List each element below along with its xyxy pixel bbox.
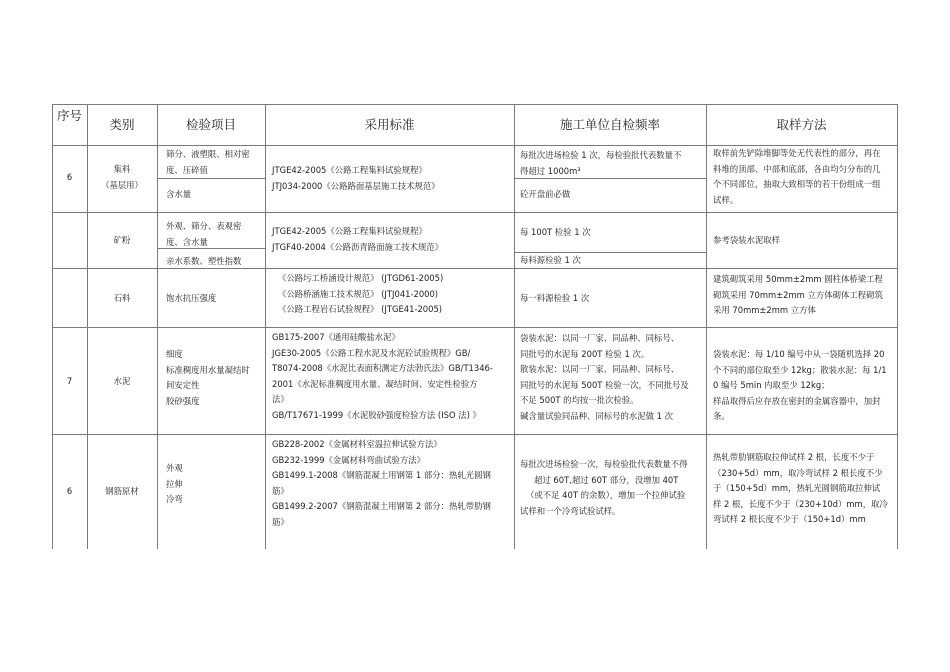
header-method: 取样方法 xyxy=(776,117,827,132)
row-2-items-a: 外观、筛分、表观密 度、含水量 xyxy=(166,221,242,247)
row-4-freq: 袋装水泥：以同一厂家、同品种、同标号、 同批号的水泥每 200T 检验 1 次。 散装水泥：以同一厂家、同品种、同标号、 同批号的水泥每 500T 检验一次，不同批号及 不足 500T 的均按一批次检验。 碱含量试验同品种、同标号的水泥做 1 次 xyxy=(520,333,689,421)
row-3-items: 饱水抗压强度 xyxy=(166,293,217,303)
header-item: 检验项目 xyxy=(185,117,236,132)
row-5-category: 钢筋原材 xyxy=(105,486,139,496)
row-2-freq-b: 每料源检验 1 次 xyxy=(520,255,581,265)
row-4-items: 细度 标准稠度用水量凝结时 间安定性 胶砂强度 xyxy=(166,349,250,406)
sub-divider-aggregate-items xyxy=(157,178,265,179)
row-divider-3 xyxy=(52,327,898,328)
header-category: 类别 xyxy=(109,117,135,132)
row-2-category: 矿粉 xyxy=(113,235,131,245)
row-5-method: 热轧带肋钢筋取拉伸试样 2 根，长度不少于 （230+5d）mm，取冷弯试样 2 根长度不少 于（150+5d）mm，热轧光圆钢筋取拉伸试 样 2 根，长度不少于（230+10d）mm，取冷 弯试样 2 根长度不少于（150+1d）mm xyxy=(713,452,888,524)
row-1-items-a: 筛分、液塑限、相对密 度、压碎值 xyxy=(166,149,250,175)
row-3-category: 石料 xyxy=(113,293,131,303)
row-2-items-b: 亲水系数、塑性指数 xyxy=(166,256,242,266)
table-top-border xyxy=(52,104,898,105)
header-standard: 采用标准 xyxy=(364,117,415,132)
row-3-freq: 每一料源检验 1 次 xyxy=(520,293,590,303)
header-seq: 序号 xyxy=(56,108,82,123)
row-5-items: 外观 拉伸 冷弯 xyxy=(166,463,183,504)
row-5-freq: 每批次进场检验一次，每检验批代表数量不得 超过 60T,超过 60T 部分，没增加 40T （或不足 40T 的余数），增加一个拉伸试验 试样和一个冷弯试验试样。 xyxy=(520,459,688,516)
row-divider-1 xyxy=(52,212,898,213)
col-border-4 xyxy=(514,104,515,549)
row-3-method: 建筑砌筑采用 50mm±2mm 圆柱体桥梁工程 砌筑采用 70mm±2mm 立方体砌体工程砌筑 采用 70mm±2mm 立方体 xyxy=(713,274,883,315)
row-1-freq-a: 每批次进场检验 1 次，每检验批代表数量不 得超过 1000m³ xyxy=(520,150,682,176)
row-1-method: 取样前先铲除堆脚等处无代表性的部分，再在 料堆的顶部、中部和底部，各由均匀分布的几 个不同部位，抽取大致相等的若干份组成一组 试样。 xyxy=(713,148,881,205)
row-1-items-b: 含水量 xyxy=(166,189,192,199)
row-1-freq-b: 砼开盘前必做 xyxy=(520,189,571,199)
row-2-freq-a: 每 100T 检验 1 次 xyxy=(520,227,591,237)
row-5-seq: 6 xyxy=(66,486,73,496)
row-5-standards: GB228-2002《金属材料室温拉伸试验方法》 GB232-1999《金属材料弯曲试验方法》 GB1499.1-2008《钢筋混凝土用钢第 1 部分：热轧光圆钢 筋》 GB1499.2-2007《钢筋混凝土用钢第 2 部分：热轧带肋钢 筋》 xyxy=(272,439,491,527)
row-1-category: 集料 （基层用） xyxy=(101,164,143,190)
row-2-method: 参考袋装水泥取样 xyxy=(713,235,780,245)
row-2-standards: JTGE42-2005《公路工程集料试验规程》 JTGF40-2004《公路沥青路面施工技术规范》 xyxy=(272,226,444,252)
row-4-category: 水泥 xyxy=(113,376,131,386)
header-frequency: 施工单位自检频率 xyxy=(559,117,660,132)
row-4-seq: 7 xyxy=(66,376,73,386)
col-border-2 xyxy=(157,104,158,549)
col-border-5 xyxy=(706,104,707,549)
col-border-3 xyxy=(265,104,266,549)
row-1-seq: 6 xyxy=(66,172,73,182)
row-1-standards: JTGE42-2005《公路工程集料试验规程》 JTJ034-2000《公路路面基层施工技术规范》 xyxy=(272,165,440,191)
col-border-6 xyxy=(897,104,898,549)
row-4-method: 袋装水泥：每 1/10 编号中从一袋随机选择 20 个不同的部位取至少 12kg；散装水泥：每 1/1 0 编号 5min 内取至少 12kg； 样品取得后应存放在密封的金属容器中，加封 条。 xyxy=(713,349,887,421)
row-4-standards: GB175-2007《通用硅酸盐水泥》 JGE30-2005《公路工程水泥及水泥砼试验规程》GB/ T8074-2008《水泥比表面积测定方法勃氏法》GB/T1346- 2001《水泥标准稠度用水量、凝结时间、安定性检验方 法》 GB/T17671-1999《水泥胶砂强度检验方法 (ISO 法) 》 xyxy=(272,332,493,420)
row-3-standards: 《公路圬工桥涵设计规范》 (JTGD61-2005) 《公路桥涵施工技术规范》 (JTJ041-2000) 《公路工程岩石试验规程》 (JTGE41-2005) xyxy=(278,273,444,314)
row-divider-4 xyxy=(52,434,898,435)
